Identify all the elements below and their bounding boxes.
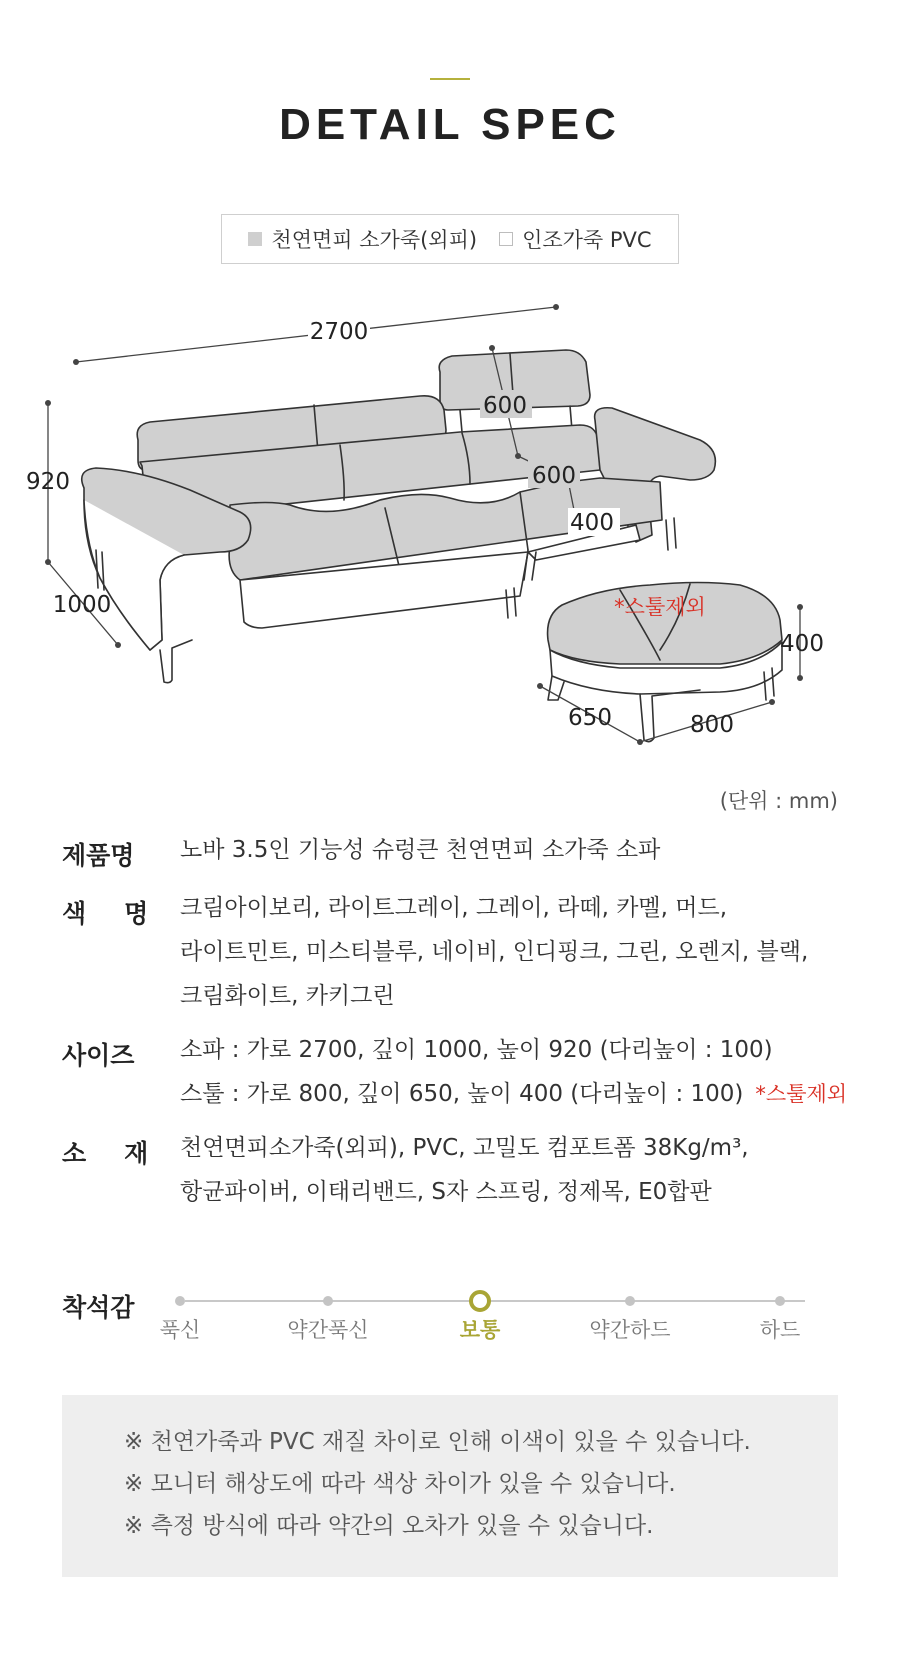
legend-item-leather xyxy=(248,224,477,254)
comfort-dot-selected xyxy=(469,1290,491,1312)
disclaimer-line: ※ 천연가죽과 PVC 재질 차이로 인해 이색이 있을 수 있습니다. xyxy=(124,1429,751,1455)
spec-row-size xyxy=(62,1036,862,1116)
comfort-level-4: 약간하드 xyxy=(589,1318,671,1342)
disclaimer-box xyxy=(62,1395,838,1577)
comfort-level-2: 약간푹신 xyxy=(287,1318,369,1342)
spec-label-product: 제품명 xyxy=(62,841,135,870)
dim-sofa-width: 2700 xyxy=(309,319,369,345)
spec-label-color: 색 명 xyxy=(62,899,149,928)
filled-square-icon xyxy=(248,232,262,246)
comfort-label: 착석감 xyxy=(62,1293,135,1322)
stool-exclude-note: *스툴제외 xyxy=(614,595,706,619)
dim-stool-height: 400 xyxy=(780,631,824,657)
dim-seat-depth: 600 xyxy=(532,463,576,489)
empty-square-icon xyxy=(499,232,513,246)
dim-stool-depth: 650 xyxy=(568,705,612,731)
comfort-dot-5 xyxy=(775,1296,785,1306)
dim-height: 920 xyxy=(26,469,70,495)
dim-seat-height: 400 xyxy=(570,510,614,536)
spec-row-material xyxy=(62,1134,862,1214)
spec-label-material: 소 재 xyxy=(62,1139,149,1168)
dim-headrest-depth: 600 xyxy=(483,393,527,419)
spec-value-material: 천연면피소가죽(외피), PVC, 고밀도 컴포트폼 38Kg/m³, 항균파이버, 이태리밴드, S자 스프링, 정제목, E0합판 xyxy=(180,1135,749,1205)
material-legend xyxy=(221,214,679,264)
spec-value-product: 노바 3.5인 기능성 슈렁큰 천연면피 소가죽 소파 xyxy=(180,837,661,863)
stool-exclude-badge: *스툴제외 xyxy=(755,1082,848,1106)
spec-row-color xyxy=(62,894,862,1018)
comfort-dot-4 xyxy=(625,1296,635,1306)
sofa-dimension-diagram xyxy=(0,300,900,820)
disclaimer-line: ※ 측정 방식에 따라 약간의 오차가 있을 수 있습니다. xyxy=(124,1513,654,1539)
spec-label-size: 사이즈 xyxy=(62,1041,135,1070)
spec-value-color: 크림아이보리, 라이트그레이, 그레이, 라떼, 카멜, 머드, 라이트민트, 미스티블루, 네이비, 인디핑크, 그린, 오렌지, 블랙, 크림화이트, 카키그린 xyxy=(180,895,809,1009)
comfort-dot-2 xyxy=(323,1296,333,1306)
comfort-level-5: 하드 xyxy=(759,1318,801,1342)
dim-stool-width: 800 xyxy=(690,712,734,738)
disclaimer-line: ※ 모니터 해상도에 따라 색상 차이가 있을 수 있습니다. xyxy=(124,1471,676,1497)
legend-label-leather: 천연면피 소가죽(외피) xyxy=(271,228,478,252)
dim-depth: 1000 xyxy=(52,592,112,618)
unit-note: (단위 : mm) xyxy=(719,789,838,813)
legend-item-pvc xyxy=(499,224,652,254)
legend-label-pvc: 인조가죽 PVC xyxy=(522,228,652,252)
comfort-level-1: 푹신 xyxy=(159,1318,201,1342)
comfort-track xyxy=(185,1300,805,1302)
page-title: DETAIL SPEC xyxy=(279,100,621,149)
comfort-level-3: 보통 xyxy=(459,1318,501,1342)
title-accent-line xyxy=(430,78,470,80)
comfort-dot-1 xyxy=(175,1296,185,1306)
spec-row-product xyxy=(62,836,862,872)
spec-value-size: 소파 : 가로 2700, 깊이 1000, 높이 920 (다리높이 : 100) 스툴 : 가로 800, 깊이 650, 높이 400 (다리높이 : 100) *스툴제외 xyxy=(180,1037,848,1107)
